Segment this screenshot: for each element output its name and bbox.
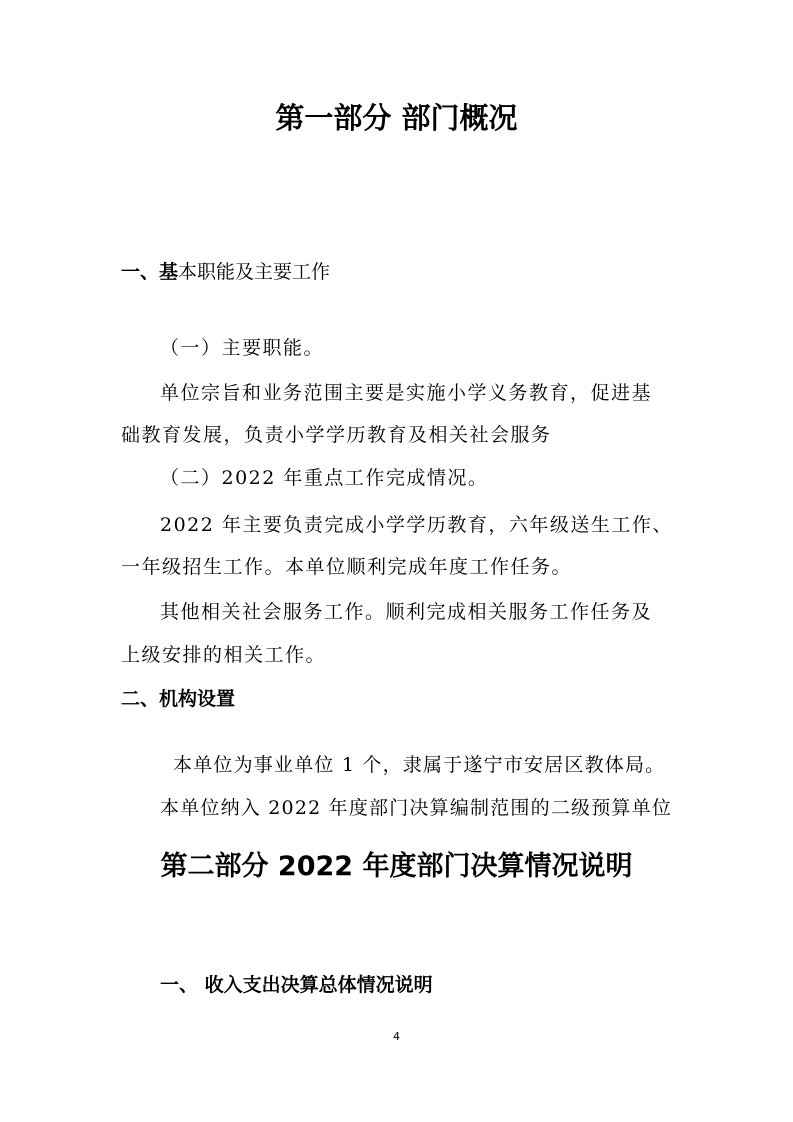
section1-heading — [121, 257, 330, 284]
part1-title-bold: 第一部分 — [275, 101, 392, 135]
part2-title-bold: 第二部分 — [160, 851, 269, 882]
section2-heading: 二、机构设置 — [121, 688, 236, 710]
subheading-main-functions: （一）主要职能。 — [160, 337, 325, 359]
part1-title-rest: 部门概况 — [401, 101, 518, 135]
paragraph-line: 2022 年主要负责完成小学学历教育，六年级送生工作、 — [160, 514, 673, 536]
part2-title — [0, 844, 793, 883]
paragraph-line: 一年级招生工作。本单位顺利完成年度工作任务。 — [121, 556, 573, 578]
page-number: 4 — [393, 1030, 400, 1043]
section3-heading: 一、 收入支出决算总体情况说明 — [160, 974, 433, 996]
paragraph-line: 本单位为事业单位 1 个，隶属于遂宁市安居区教体局。 — [173, 754, 666, 776]
part1-title — [0, 96, 793, 137]
paragraph-line: 上级安排的相关工作。 — [121, 644, 327, 666]
paragraph-line: 单位宗旨和业务范围主要是实施小学义务教育，促进基 — [160, 382, 653, 404]
section1-heading-rest: 本职能及主要工作 — [178, 261, 331, 283]
section1-heading-bold: 一、基 — [121, 261, 179, 283]
subheading-key-work: （二）2022 年重点工作完成情况。 — [160, 467, 489, 489]
paragraph-line: 其他相关社会服务工作。顺利完成相关服务工作任务及 — [160, 601, 653, 623]
part2-title-rest: 2022 年度部门决算情况说明 — [277, 851, 633, 882]
paragraph-line: 本单位纳入 2022 年度部门决算编制范围的二级预算单位 — [160, 797, 673, 819]
paragraph-line: 础教育发展，负责小学学历教育及相关社会服务 — [121, 424, 552, 446]
